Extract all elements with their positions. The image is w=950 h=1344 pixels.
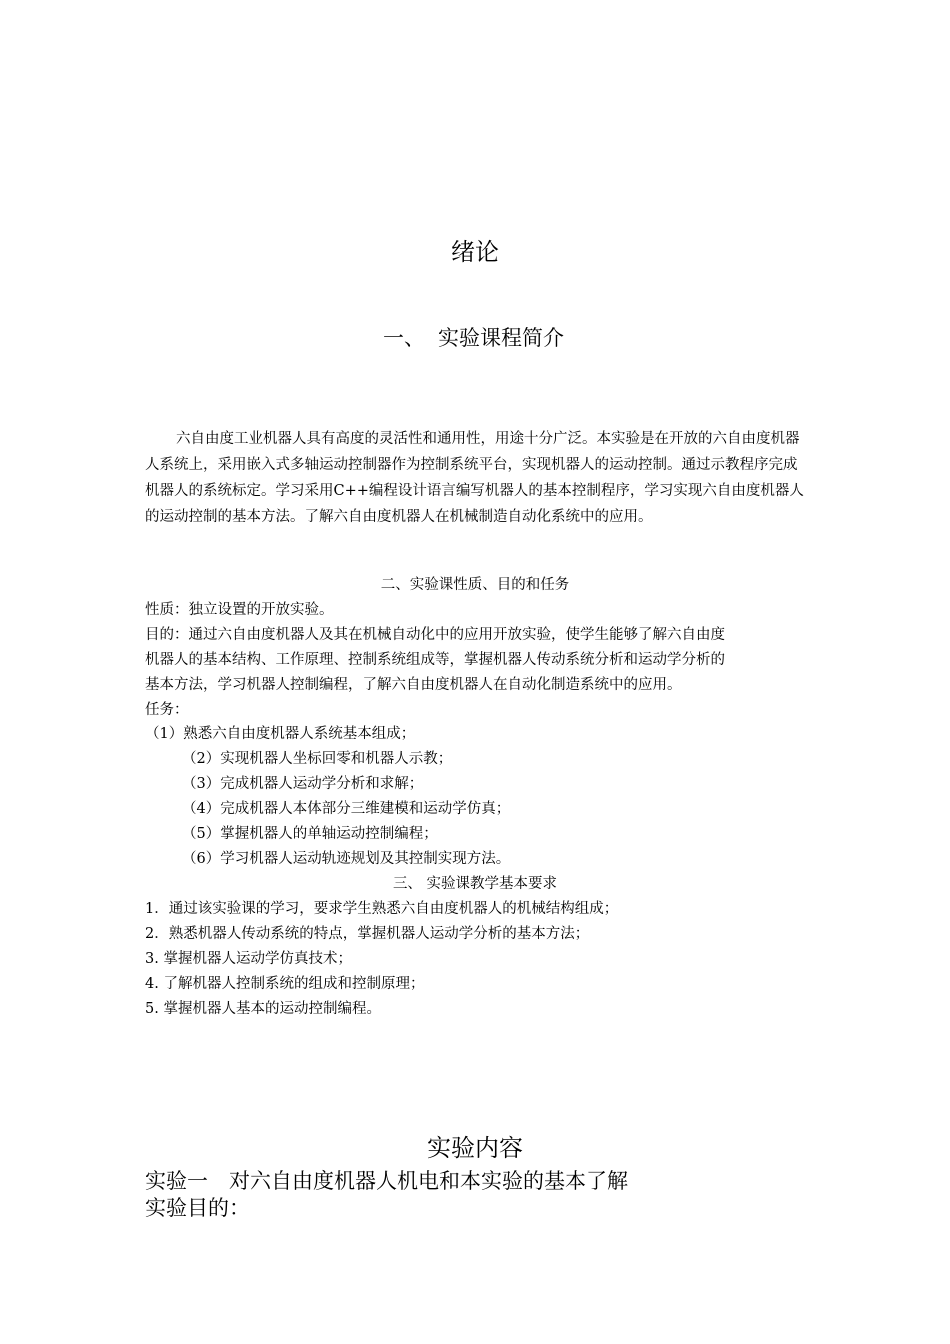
experiment-purpose-label: 实验目的： <box>145 1196 250 1220</box>
section2-purpose-line: 基本方法，学习机器人控制编程，了解六自由度机器人在自动化制造系统中的应用。 <box>145 677 682 693</box>
content-title: 实验内容 <box>427 1134 523 1162</box>
task-item: （4）完成机器人本体部分三维建模和运动学仿真； <box>182 801 511 817</box>
section2-purpose-line: 机器人的基本结构、工作原理、控制系统组成等，掌握机器人传动系统分析和运动学分析的 <box>145 652 725 668</box>
section1-paragraph: 六自由度工业机器人具有高度的灵活性和通用性，用途十分广泛。本实验是在开放的六自由度机器人系统上，采用嵌入式多轴运动控制器作为控制系统平台，实现机器人的运动控制。通过示教程序完成机器人的系统标定。学习采用C++编程设计语言编写机器人的基本控制程序，学习实现六自由度机器人的运动控制的基本方法。了解六自由度机器人在机械制造自动化系统中的应用。 <box>145 431 804 525</box>
task-item: （2）实现机器人坐标回零和机器人示教； <box>182 751 453 767</box>
section1-heading: 实验课程简介 <box>438 326 564 350</box>
requirement-item: 2．熟悉机器人传动系统的特点，掌握机器人运动学分析的基本方法； <box>145 926 590 942</box>
task-item: （6）学习机器人运动轨迹规划及其控制实现方法。 <box>182 851 511 867</box>
requirement-item: 3. 掌握机器人运动学仿真技术； <box>145 951 352 967</box>
section1-number: 一、 <box>383 326 425 350</box>
section2-nature: 性质：独立设置的开放实验。 <box>145 602 334 618</box>
task-item: （3）完成机器人运动学分析和求解； <box>182 776 424 792</box>
section2-tasks-label: 任务： <box>145 702 189 718</box>
document-title: 绪论 <box>451 238 499 266</box>
section2-purpose-line: 目的：通过六自由度机器人及其在机械自动化中的应用开放实验，使学生能够了解六自由度 <box>145 627 725 643</box>
section2-heading: 二、实验课性质、目的和任务 <box>380 577 570 593</box>
experiment1-heading: 实验一 对六自由度机器人机电和本实验的基本了解 <box>145 1169 628 1193</box>
section3-heading: 三、 实验课教学基本要求 <box>392 876 558 892</box>
requirement-item: 5. 掌握机器人基本的运动控制编程。 <box>145 1001 381 1017</box>
task-item: （5）掌握机器人的单轴运动控制编程； <box>182 826 438 842</box>
task-item: （1）熟悉六自由度机器人系统基本组成； <box>145 726 416 742</box>
requirement-item: 1．通过该实验课的学习，要求学生熟悉六自由度机器人的机械结构组成； <box>145 901 619 917</box>
requirement-item: 4. 了解机器人控制系统的组成和控制原理； <box>145 976 425 992</box>
